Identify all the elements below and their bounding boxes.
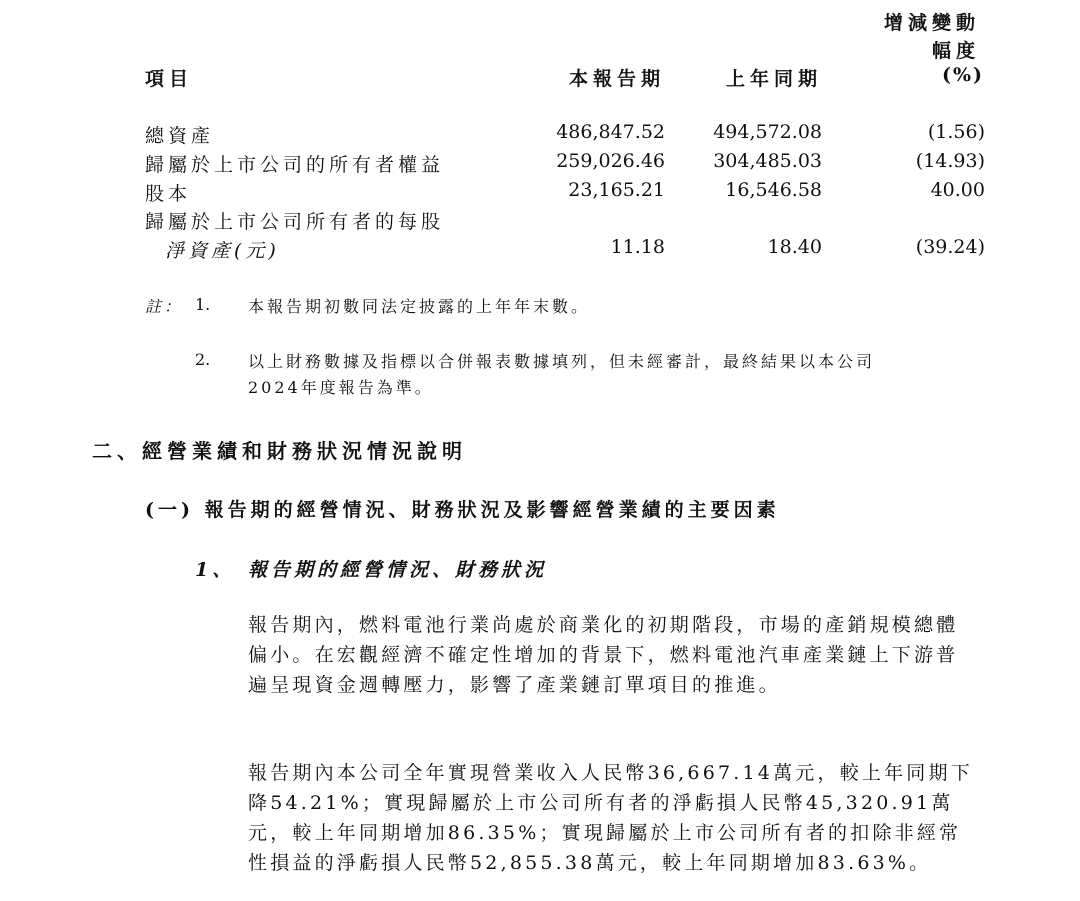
- row-prior: 304,485.03: [713, 150, 822, 172]
- notes-prefix: 註：: [145, 297, 184, 316]
- row-change: (14.93): [915, 150, 985, 172]
- note-text-line2: 2024年度報告為準。: [248, 378, 434, 397]
- row-label: 股本: [145, 183, 192, 205]
- paragraph-1: 報告期內，燃料電池行業尚處於商業化的初期階段，市場的產銷規模總體偏小。在宏觀經濟不確定性增加的背景下，燃料電池汽車產業鏈上下游普遍呈現資金週轉壓力，影響了產業鏈訂單項目的推進。: [248, 614, 959, 696]
- item-title: 報告期的經營情況、財務狀況: [248, 559, 548, 581]
- row-change: 40.00: [930, 179, 985, 201]
- column-header-change-line2: 幅度: [931, 40, 980, 62]
- column-header-current: 本報告期: [568, 68, 665, 90]
- row-label: 歸屬於上市公司的所有者權益: [145, 154, 445, 176]
- column-header-prior: 上年同期: [725, 68, 822, 90]
- section-title: 二、經營業績和財務狀況情況說明: [92, 439, 467, 463]
- subsection-title: (一) 報告期的經營情況、財務狀況及影響經營業績的主要因素: [145, 499, 780, 521]
- note-text-line1: 以上財務數據及指標以合併報表數據填列，但未經審計，最終結果以本公司: [248, 352, 876, 371]
- row-prior: 494,572.08: [713, 121, 822, 143]
- row-current: 259,026.46: [556, 150, 665, 172]
- paragraph-2: 報告期內本公司全年實現營業收入人民幣36,667.14萬元，較上年同期下降54.21%；實現歸屬於上市公司所有者的淨虧損人民幣45,320.91萬元，較上年同期增加86.35%；實現歸屬於上市公司所有者的扣除非經常性損益的淨虧損人民幣52,855.38萬元，較上年同期增加83.63%。: [248, 762, 973, 874]
- item-number: 1、: [195, 559, 236, 581]
- note-text: 本報告期初數同法定披露的上年年末數。: [248, 297, 591, 316]
- row-label-line2: 淨資產(元): [165, 240, 280, 262]
- note-number: 1.: [195, 295, 211, 314]
- column-header-item: 項目: [145, 68, 194, 90]
- row-current: 23,165.21: [568, 179, 665, 201]
- note-number: 2.: [195, 350, 211, 369]
- column-header-change-line3: (%): [941, 64, 984, 86]
- row-prior: 18.40: [767, 236, 822, 258]
- row-change: (1.56): [927, 121, 985, 143]
- row-change: (39.24): [915, 236, 985, 258]
- column-header-change-line1: 增減變動: [883, 12, 980, 34]
- row-label-line1: 歸屬於上市公司所有者的每股: [145, 211, 445, 233]
- row-label: 總資產: [145, 125, 215, 147]
- row-current: 11.18: [610, 236, 665, 258]
- row-prior: 16,546.58: [725, 179, 822, 201]
- row-current: 486,847.52: [556, 121, 665, 143]
